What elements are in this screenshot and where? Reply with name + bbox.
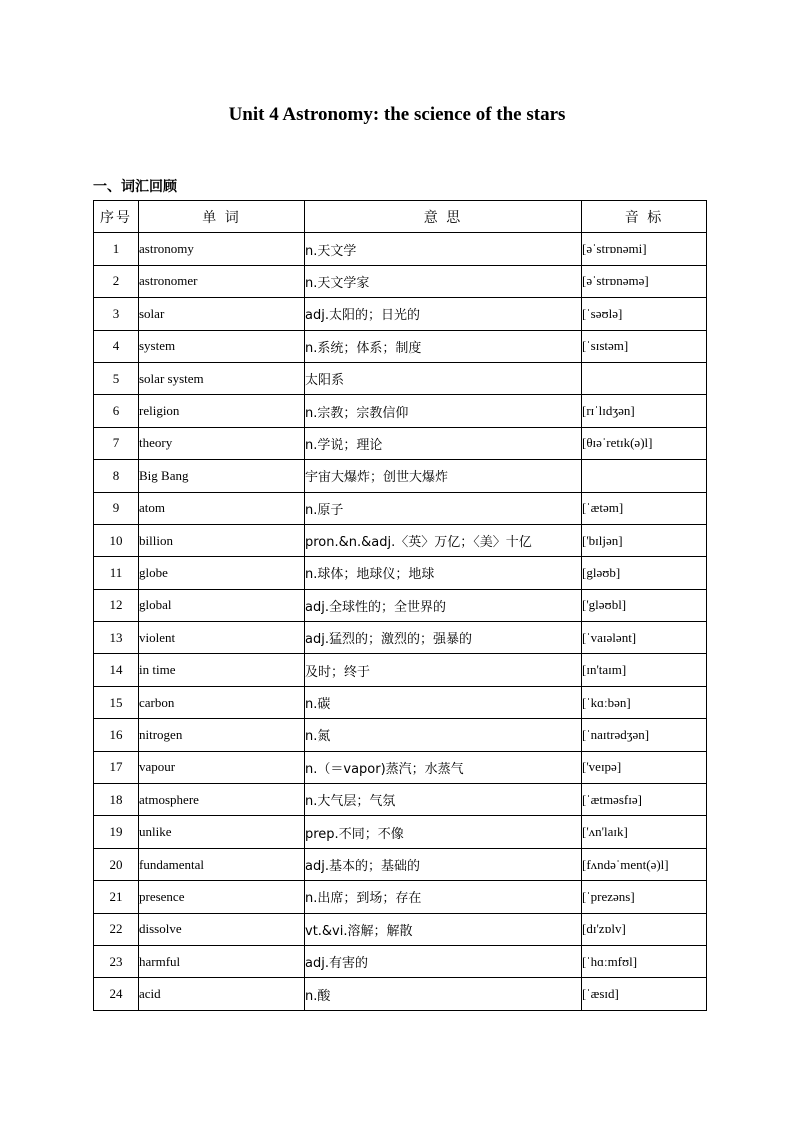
row-meaning: n.系统；体系；制度 — [305, 330, 582, 362]
table-row — [94, 654, 707, 686]
row-phonetic: [fʌndəˈment(ə)l] — [582, 848, 707, 880]
row-phonetic: [gləʊb] — [582, 557, 707, 589]
page-title: Unit 4 Astronomy: the science of the stars — [228, 104, 566, 125]
row-number: 24 — [94, 978, 139, 1010]
table-row — [94, 589, 707, 621]
row-number: 21 — [94, 881, 139, 913]
row-word: global — [139, 589, 305, 621]
row-word: carbon — [139, 686, 305, 718]
row-phonetic: ['bɪljən] — [582, 524, 707, 556]
row-word: astronomer — [139, 265, 305, 297]
row-phonetic: ['veɪpə] — [582, 751, 707, 783]
row-word: theory — [139, 427, 305, 459]
row-meaning: adj.猛烈的；激烈的；强暴的 — [305, 622, 582, 654]
table-row — [94, 751, 707, 783]
row-meaning: adj.有害的 — [305, 945, 582, 977]
row-meaning: n.碳 — [305, 686, 582, 718]
table-row — [94, 265, 707, 297]
header-phonetic: 音 标 — [582, 201, 707, 233]
header-number: 序号 — [94, 201, 139, 233]
vocabulary-table — [93, 200, 707, 1011]
row-word: Big Bang — [139, 460, 305, 492]
table-row — [94, 622, 707, 654]
row-meaning: n.氮 — [305, 719, 582, 751]
row-number: 12 — [94, 589, 139, 621]
table-row — [94, 492, 707, 524]
row-word: violent — [139, 622, 305, 654]
table-row — [94, 362, 707, 394]
row-meaning: n.出席；到场；存在 — [305, 881, 582, 913]
row-phonetic: [ˈætəm] — [582, 492, 707, 524]
row-number: 5 — [94, 362, 139, 394]
row-number: 6 — [94, 395, 139, 427]
row-number: 14 — [94, 654, 139, 686]
row-word: religion — [139, 395, 305, 427]
row-phonetic: [əˈstrɒnəmə] — [582, 265, 707, 297]
row-meaning: n.天文学 — [305, 233, 582, 265]
row-meaning: 及时；终于 — [305, 654, 582, 686]
row-number: 8 — [94, 460, 139, 492]
row-meaning: n.学说；理论 — [305, 427, 582, 459]
row-word: solar — [139, 298, 305, 330]
table-row — [94, 298, 707, 330]
row-phonetic: [ɪn'taɪm] — [582, 654, 707, 686]
row-meaning: adj.基本的；基础的 — [305, 848, 582, 880]
row-phonetic: [ˈvaɪələnt] — [582, 622, 707, 654]
row-meaning: n.酸 — [305, 978, 582, 1010]
row-phonetic: [əˈstrɒnəmi] — [582, 233, 707, 265]
row-word: harmful — [139, 945, 305, 977]
row-number: 4 — [94, 330, 139, 362]
row-meaning: pron.&n.&adj.〈英〉万亿；〈美〉十亿 — [305, 524, 582, 556]
row-number: 23 — [94, 945, 139, 977]
table-row — [94, 978, 707, 1010]
table-row — [94, 784, 707, 816]
table-row — [94, 945, 707, 977]
table-row — [94, 686, 707, 718]
table-row — [94, 881, 707, 913]
row-number: 2 — [94, 265, 139, 297]
row-word: nitrogen — [139, 719, 305, 751]
table-row — [94, 427, 707, 459]
row-word: presence — [139, 881, 305, 913]
row-phonetic: [ˈnaɪtrədʒən] — [582, 719, 707, 751]
header-word: 单 词 — [139, 201, 305, 233]
table-row — [94, 557, 707, 589]
row-meaning: adj.太阳的；日光的 — [305, 298, 582, 330]
row-word: unlike — [139, 816, 305, 848]
row-meaning: n.天文学家 — [305, 265, 582, 297]
table-row — [94, 719, 707, 751]
row-word: dissolve — [139, 913, 305, 945]
table-row — [94, 816, 707, 848]
row-meaning: n.（＝vapor)蒸汽；水蒸气 — [305, 751, 582, 783]
row-meaning: adj.全球性的；全世界的 — [305, 589, 582, 621]
row-phonetic: ['ʌn'laɪk] — [582, 816, 707, 848]
row-word: atmosphere — [139, 784, 305, 816]
row-word: system — [139, 330, 305, 362]
row-number: 18 — [94, 784, 139, 816]
row-phonetic: [ˈsɪstəm] — [582, 330, 707, 362]
row-phonetic — [582, 362, 707, 394]
table-row — [94, 848, 707, 880]
row-number: 19 — [94, 816, 139, 848]
row-phonetic: [ˈhɑːmfʊl] — [582, 945, 707, 977]
row-number: 10 — [94, 524, 139, 556]
row-number: 3 — [94, 298, 139, 330]
row-word: atom — [139, 492, 305, 524]
row-word: billion — [139, 524, 305, 556]
row-phonetic: [ˈæsɪd] — [582, 978, 707, 1010]
row-meaning: 宇宙大爆炸；创世大爆炸 — [305, 460, 582, 492]
row-number: 7 — [94, 427, 139, 459]
row-phonetic: [ˈætməsfɪə] — [582, 784, 707, 816]
section-heading: 一、词汇回顾 — [93, 179, 177, 195]
row-word: solar system — [139, 362, 305, 394]
row-number: 13 — [94, 622, 139, 654]
table-header-row — [94, 201, 707, 233]
row-word: in time — [139, 654, 305, 686]
header-meaning: 意 思 — [305, 201, 582, 233]
table-row — [94, 233, 707, 265]
row-number: 20 — [94, 848, 139, 880]
row-number: 15 — [94, 686, 139, 718]
row-phonetic: ['gləʊbl] — [582, 589, 707, 621]
row-meaning: prep.不同；不像 — [305, 816, 582, 848]
row-number: 9 — [94, 492, 139, 524]
row-number: 17 — [94, 751, 139, 783]
row-meaning: n.大气层；气氛 — [305, 784, 582, 816]
row-number: 16 — [94, 719, 139, 751]
table-row — [94, 395, 707, 427]
row-number: 22 — [94, 913, 139, 945]
row-word: vapour — [139, 751, 305, 783]
row-word: astronomy — [139, 233, 305, 265]
row-meaning: n.原子 — [305, 492, 582, 524]
row-phonetic: [rɪˈlɪdʒən] — [582, 395, 707, 427]
row-phonetic — [582, 460, 707, 492]
row-meaning: vt.&vi.溶解；解散 — [305, 913, 582, 945]
row-meaning: n.宗教；宗教信仰 — [305, 395, 582, 427]
row-meaning: n.球体；地球仪；地球 — [305, 557, 582, 589]
row-word: globe — [139, 557, 305, 589]
row-phonetic: [θɪəˈretɪk(ə)l] — [582, 427, 707, 459]
table-row — [94, 330, 707, 362]
row-phonetic: [ˈsəʊlə] — [582, 298, 707, 330]
row-number: 1 — [94, 233, 139, 265]
row-meaning: 太阳系 — [305, 362, 582, 394]
table-row — [94, 913, 707, 945]
row-phonetic: [dɪ'zɒlv] — [582, 913, 707, 945]
row-word: fundamental — [139, 848, 305, 880]
table-row — [94, 460, 707, 492]
row-word: acid — [139, 978, 305, 1010]
row-phonetic: [ˈprezəns] — [582, 881, 707, 913]
table-row — [94, 524, 707, 556]
row-number: 11 — [94, 557, 139, 589]
row-phonetic: [ˈkɑːbən] — [582, 686, 707, 718]
